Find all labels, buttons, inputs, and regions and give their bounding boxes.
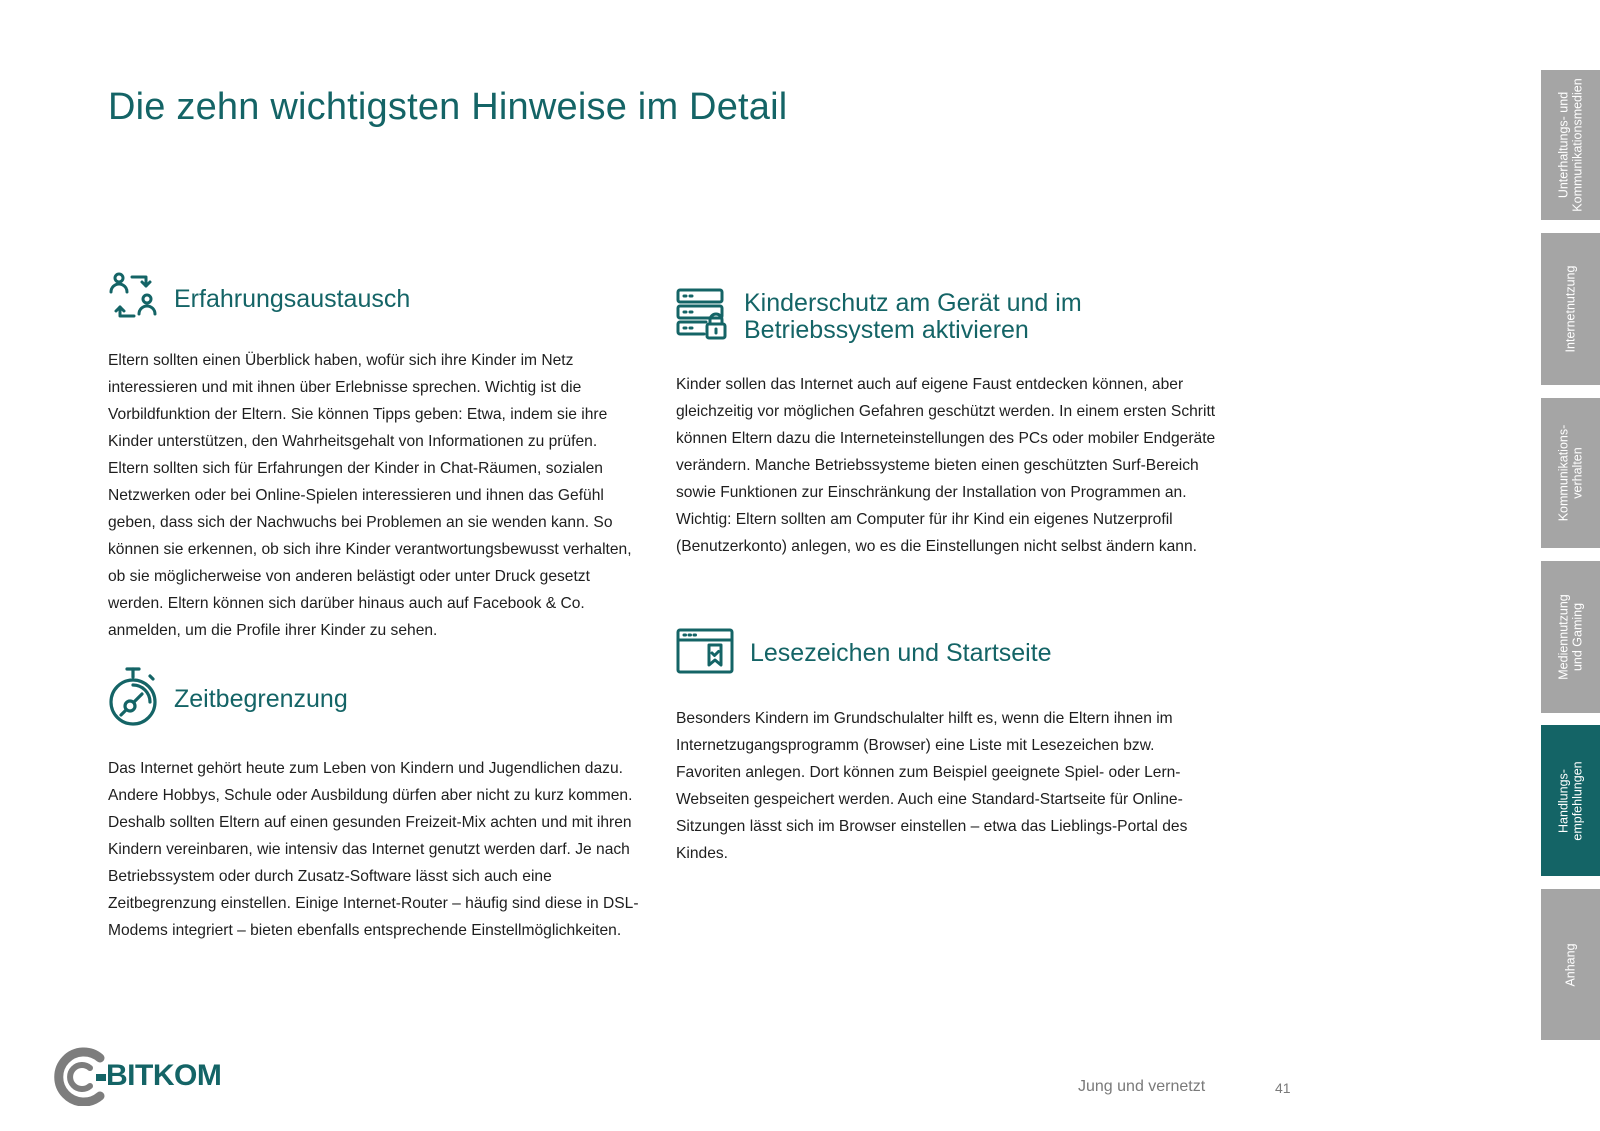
section-title: Erfahrungsaustausch [174,285,411,313]
tab-label: Kommunikations- verhalten [1556,424,1585,522]
publication-title: Jung und vernetzt [1078,1078,1206,1095]
section-header [108,272,648,327]
logo-text: BITKOM [106,1059,222,1092]
bitkom-logo-mark-icon [54,1046,108,1106]
tab-unterhaltungs-kommunikationsmedien[interactable] [1541,70,1600,220]
section-erfahrungsaustausch [108,272,648,644]
bitkom-logo [54,1046,221,1106]
section-title: Zeitbegrenzung [174,685,348,713]
tab-label: Anhang [1563,942,1578,987]
people-exchange-icon [108,272,158,327]
page-title: Die zehn wichtigsten Hinweise im Detail [108,86,788,128]
stopwatch-icon [108,666,158,733]
section-lesezeichen [676,628,1216,867]
section-title: Kinderschutz am Gerät und im Betriebssystem aktivieren [744,288,1082,344]
tab-label: Handlungs- empfehlungen [1556,760,1585,841]
tab-label: Internetnutzung [1563,265,1578,353]
section-body: Das Internet gehört heute zum Leben von Kindern und Jugendlichen dazu. Andere Hobbys, Schule oder Ausbildung dürfen aber nicht zu kurz kommen. Deshalb sollten Eltern auf einen gesunden Freizeit-Mix achten und mit ihren Kindern vereinbaren, wie intensiv das Internet genutzt werden darf. Je nach Betriebssystem oder durch Zusatz-Software lässt sich auch eine Zeitbegrenzung einstellen. Einige Internet-Router – häufig sind diese in DSL-Modems integriert – bieten ebenfalls entsprechende Einstellmöglichkeiten. [108,760,639,939]
section-zeitbegrenzung [108,666,648,944]
tab-internetnutzung[interactable] [1541,233,1600,385]
tab-label: Mediennutzung und Gaming [1556,594,1585,680]
tab-mediennutzung-gaming[interactable] [1541,561,1600,713]
section-body: Eltern sollten einen Überblick haben, wofür sich ihre Kinder im Netz interessieren und mit ihnen über Erlebnisse sprechen. Wichtig ist die Vorbildfunktion der Eltern. Sie können Tipps geben: Etwa, indem sie ihre Kinder unterstützen, den Wahrheitsgehalt von Informationen zu prüfen. Eltern sollten sich für Erfahrungen der Kinder in Chat-Räumen, sozialen Netzwerken oder bei Online-Spielen interessieren und ihnen das Gefühl geben, dass sich der Nachwuchs bei Problemen an sie wenden kann. So können sie erkennen, ob sich ihre Kinder verantwortungsbewusst verhalten, ob sie möglicherweise von anderen belästigt oder unter Druck gesetzt werden. Eltern können sich darüber hinaus auch auf Facebook & Co. anmelden, um die Profile ihrer Kinder zu sehen. [108,352,632,639]
browser-bookmark-icon [676,628,734,679]
tab-handlungsempfehlungen[interactable] [1541,725,1600,876]
section-body: Kinder sollen das Internet auch auf eigene Faust entdecken können, aber gleichzeitig vor möglichen Gefahren geschützt werden. In einem ersten Schritt können Eltern dazu die Interneteinstellungen des PCs oder mobiler Endgeräte verändern. Manche Betriebssysteme bieten einen geschützten Surf-Bereich sowie Funktionen zur Einschränkung der Installation von Programmen an. Wichtig: Eltern sollten am Computer für ihr Kind ein eigenes Nutzerprofil (Benutzerkonto) anlegen, wo es die Einstellungen nicht selbst ändern kann. [676,376,1216,555]
server-lock-icon [676,288,728,345]
section-body: Besonders Kindern im Grundschulalter hilft es, wenn die Eltern ihnen im Internetzugangsprogramm (Browser) eine Liste mit Lesezeichen bzw. Favoriten anlegen. Dort können zum Beispiel geeignete Spiel- oder Lern-Webseiten gespeichert werden. Auch eine Standard-Startseite für Online-Sitzungen lässt sich im Browser einstellen – etwa das Lieblings-Portal des Kindes. [676,710,1188,862]
page-number: 41 [1275,1080,1291,1096]
section-title: Lesezeichen und Startseite [750,639,1052,667]
tab-anhang[interactable] [1541,889,1600,1040]
tab-kommunikationsverhalten[interactable] [1541,398,1600,548]
section-header [108,666,648,733]
section-kinderschutz [676,288,1216,560]
section-header [676,288,1216,345]
tab-label: Unterhaltungs- und Kommunikationsmedien [1556,78,1585,212]
section-header [676,628,1216,679]
